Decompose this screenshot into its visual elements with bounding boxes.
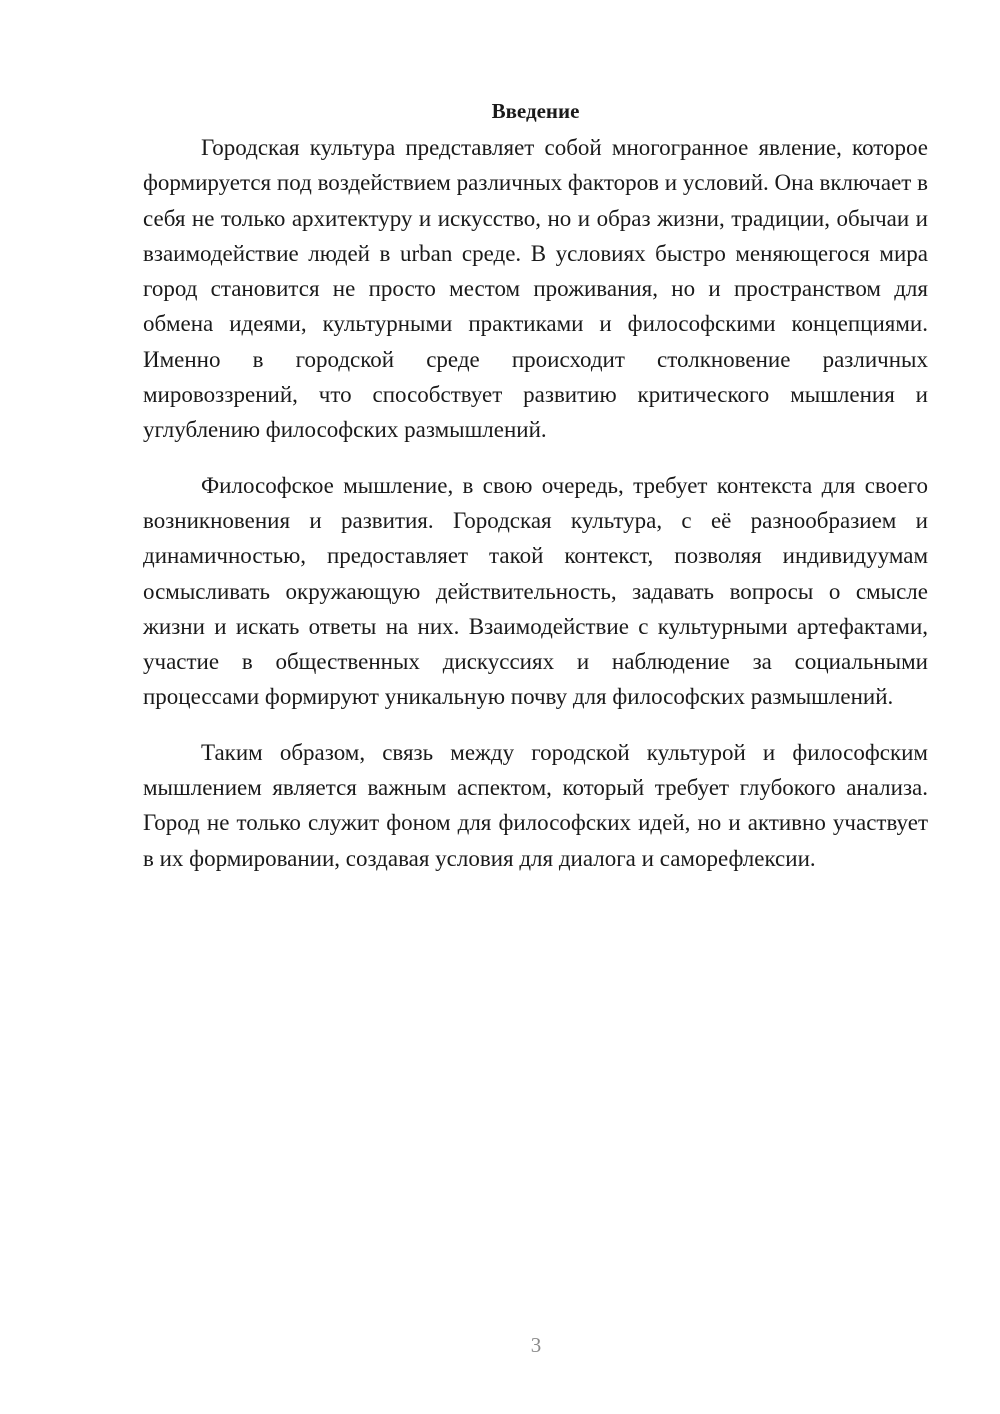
paragraph-1: Городская культура представляет собой многогранное явление, которое формируется под воздействием различных факторов и условий. Она включает в себя не только архитектуру и искусство, но и образ жизни, традиции, обычаи и взаимодействие людей в urban среде. В условиях быстро меняющегося мира город становится не просто местом проживания, но и пространством для обмена идеями, культурными практиками и философскими концепциями. Именно в городской среде происходит столкновение различных мировоззрений, что способствует развитию критического мышления и углублению философских размышлений.: [143, 135, 928, 443]
section-heading: Введение: [491, 99, 580, 123]
paragraph-2: Философское мышление, в свою очередь, требует контекста для своего возникновения и развития. Городская культура, с её разнообразием и динамичностью, предоставляет такой контекст, позволяя индивидуумам осмысливать окружающую действительность, задавать вопросы о смысле жизни и искать ответы на них. Взаимодействие с культурными артефактами, участие в общественных дискуссиях и наблюдение за социальными процессами формируют уникальную почву для философских размышлений.: [143, 472, 928, 710]
paragraph-3: Таким образом, связь между городской культурой и философским мышлением является важным аспектом, который требует глубокого анализа. Город не только служит фоном для философских идей, но и активно участвует в их формировании, создавая условия для диалога и саморефлексии.: [143, 739, 928, 871]
page-number: 3: [530, 1333, 542, 1357]
page-content: [143, 96, 928, 896]
